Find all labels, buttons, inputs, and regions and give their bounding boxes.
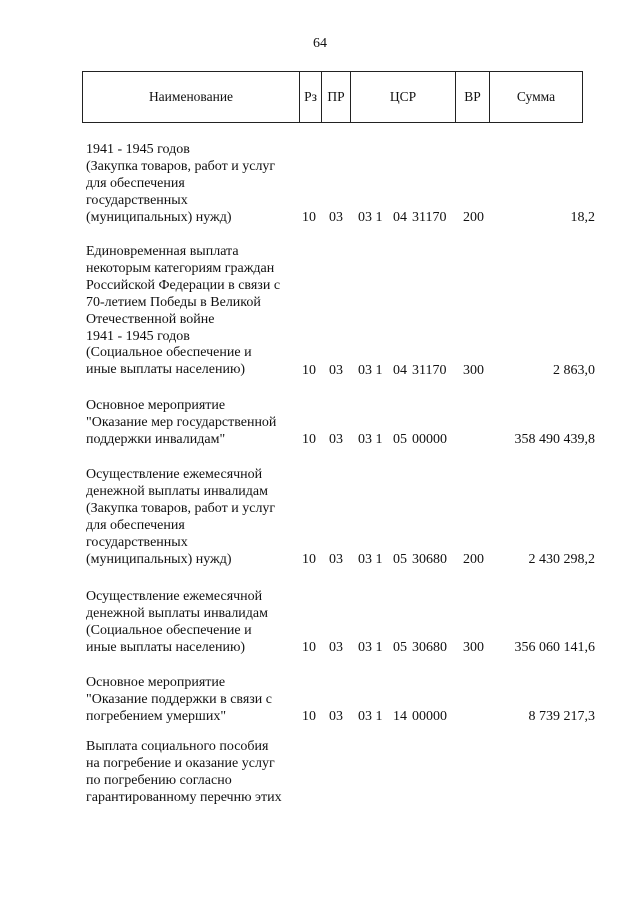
row-name-line: Выплата социального пособия [86, 739, 269, 754]
row-name-line: (муниципальных) нужд) [86, 209, 232, 225]
row-name-line: 1941 - 1945 годов [86, 328, 190, 344]
cell-csr-subprogram: 05 [393, 552, 407, 567]
cell-pr: 03 [329, 363, 343, 378]
row-codes [0, 363, 640, 380]
cell-csr-code: 31170 [412, 210, 447, 225]
cell-vr: 300 [463, 363, 484, 378]
table-row [0, 244, 640, 380]
cell-sum: 356 060 141,6 [514, 640, 595, 655]
cell-vr: 300 [463, 640, 484, 655]
row-name-line: 70-летием Победы в Великой [86, 294, 261, 310]
row-name-line: гарантированному перечню этих [86, 789, 282, 805]
header-rz: Рз [300, 72, 322, 123]
row-name-line: (Социальное обеспечение и [86, 622, 252, 638]
row-name-line: (Закупка товаров, работ и услуг [86, 158, 276, 174]
cell-rz: 10 [302, 552, 316, 567]
cell-vr: 200 [463, 552, 484, 567]
cell-sum: 2 863,0 [553, 363, 595, 378]
cell-csr-code: 00000 [412, 432, 447, 447]
cell-csr-code: 30680 [412, 640, 447, 655]
cell-csr-subprogram: 05 [393, 640, 407, 655]
cell-csr-code: 00000 [412, 709, 447, 724]
table-row [0, 467, 640, 569]
row-name-line: "Оказание мер государственной [86, 414, 277, 430]
row-name-line: Основное мероприятие [86, 398, 226, 413]
header-pr: ПР [322, 72, 351, 123]
row-name-line: для обеспечения [86, 517, 185, 533]
row-name [86, 739, 300, 807]
row-name-line: Основное мероприятие [86, 675, 226, 690]
cell-rz: 10 [302, 363, 316, 378]
row-name-line: Единовременная выплата [86, 244, 239, 259]
cell-csr-program: 03 1 [358, 552, 383, 567]
row-codes [0, 640, 640, 657]
cell-pr: 03 [329, 210, 343, 225]
table-row [0, 398, 640, 449]
cell-csr-program: 03 1 [358, 363, 383, 378]
cell-rz: 10 [302, 432, 316, 447]
row-name-line: "Оказание поддержки в связи с [86, 691, 273, 707]
header-csr: ЦСР [351, 72, 456, 123]
table-row [0, 142, 640, 227]
cell-pr: 03 [329, 640, 343, 655]
table-row [0, 589, 640, 657]
row-name-line: некоторым категориям граждан [86, 260, 275, 276]
row-name-line: государственных [86, 534, 188, 550]
row-name-line: на погребение и оказание услуг [86, 755, 275, 771]
row-codes [0, 432, 640, 449]
cell-vr: 200 [463, 210, 484, 225]
table-row [0, 675, 640, 726]
cell-csr-program: 03 1 [358, 709, 383, 724]
cell-sum: 358 490 439,8 [514, 432, 595, 447]
cell-rz: 10 [302, 210, 316, 225]
cell-sum: 2 430 298,2 [528, 552, 595, 567]
row-name-line: Осуществление ежемесячной [86, 467, 263, 482]
cell-csr-subprogram: 14 [393, 709, 407, 724]
row-name-line: денежной выплаты инвалидам [86, 483, 268, 499]
cell-csr-code: 31170 [412, 363, 447, 378]
cell-csr-subprogram: 05 [393, 432, 407, 447]
cell-sum: 18,2 [570, 210, 595, 225]
header-sum: Сумма [490, 72, 583, 123]
row-codes [0, 552, 640, 569]
row-name-line: иные выплаты населению) [86, 362, 246, 378]
row-name-line: государственных [86, 192, 188, 208]
header-vr: ВР [456, 72, 490, 123]
cell-pr: 03 [329, 432, 343, 447]
row-name-line: (Социальное обеспечение и [86, 345, 252, 361]
cell-csr-program: 03 1 [358, 640, 383, 655]
table-row [0, 739, 640, 807]
cell-csr-code: 30680 [412, 552, 447, 567]
row-name-line: Российской Федерации в связи с [86, 277, 281, 293]
cell-pr: 03 [329, 709, 343, 724]
row-name-line: денежной выплаты инвалидам [86, 605, 268, 621]
cell-sum: 8 739 217,3 [528, 709, 595, 724]
cell-csr-subprogram: 04 [393, 210, 407, 225]
row-name-line: (Закупка товаров, работ и услуг [86, 500, 276, 516]
row-name-line: Отечественной войне [86, 311, 215, 327]
cell-rz: 10 [302, 640, 316, 655]
cell-pr: 03 [329, 552, 343, 567]
row-name-line: поддержки инвалидам" [86, 431, 226, 447]
cell-csr-subprogram: 04 [393, 363, 407, 378]
row-name-line: (муниципальных) нужд) [86, 551, 232, 567]
row-name [86, 244, 300, 379]
row-name-line: иные выплаты населению) [86, 639, 246, 655]
row-codes [0, 709, 640, 726]
cell-csr-program: 03 1 [358, 432, 383, 447]
row-name-line: для обеспечения [86, 175, 185, 191]
row-name-line: по погребению согласно [86, 772, 232, 788]
row-name-line: 1941 - 1945 годов [86, 142, 190, 157]
table-header [82, 71, 583, 123]
row-name-line: Осуществление ежемесячной [86, 589, 263, 604]
cell-csr-program: 03 1 [358, 210, 383, 225]
header-name: Наименование [83, 72, 300, 123]
row-codes [0, 210, 640, 227]
row-name-line: погребением умерших" [86, 708, 227, 724]
page-number: 64 [313, 36, 327, 51]
header-row [83, 72, 583, 123]
cell-rz: 10 [302, 709, 316, 724]
